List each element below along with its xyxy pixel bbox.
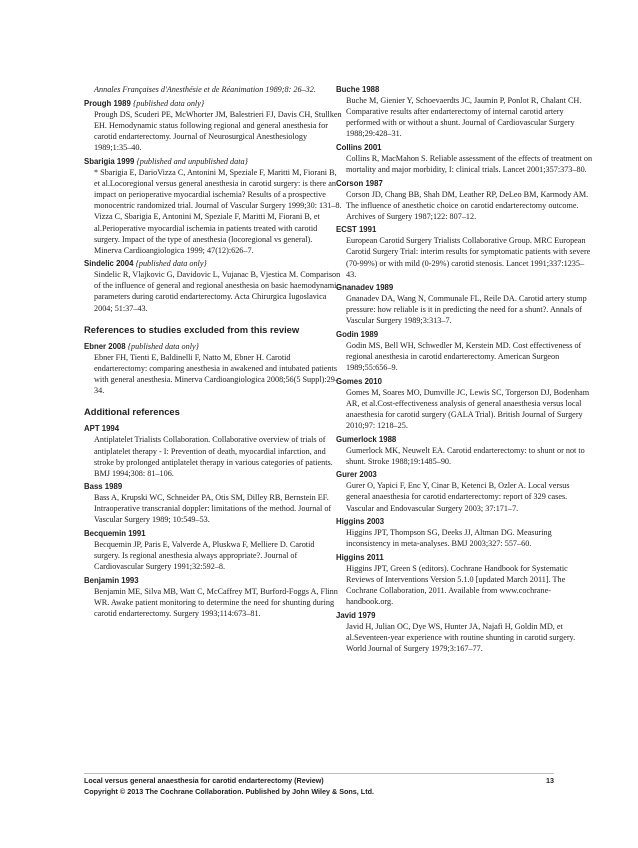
reference-tag: Sbarigia 1999 {published and unpublished data} — [84, 156, 248, 166]
continued-reference: Annales Françaises d'Anesthésie et de Réanimation 1989;8: 26–32. — [94, 85, 316, 94]
section-heading-excluded: References to studies excluded from this review — [84, 323, 300, 335]
reference-entry — [336, 329, 594, 373]
reference-text: Collins R, MacMahon S. Reliable assessment of the effects of treatment on mortality and major morbidity, I: clinical trials. Lancet 2001;357:373–80. — [346, 153, 593, 175]
reference-text: Vizza C, Sbarigia E, Antonini M, Speziale F, Maritti M, Fiorani B, et al.Perioperative myocardial ischemia in patients treated with carotid surgery. Impact of the type of anesthesia (locoregional vs general). Minerva Cardioangiologica 1999; 47(12):626–7. — [94, 212, 320, 255]
reference-tag: Gumerlock 1988 — [336, 434, 397, 444]
reference-entry — [336, 142, 594, 175]
reference-text: Benjamin ME, Silva MB, Watt C, McCaffrey MT, Burford-Foggs A, Flinn WR. Awake patient monitoring to determine the need for shunting during carotid endarterectomy. Surgery 1993;114:673–81. — [94, 586, 338, 618]
reference-tag: Becquemin 1991 — [84, 528, 146, 538]
section-heading-additional: Additional references — [84, 406, 180, 418]
reference-tag: Godin 1989 — [336, 329, 379, 339]
reference-entry — [336, 434, 594, 467]
reference-entry — [336, 178, 594, 222]
reference-tag: Javid 1979 — [336, 610, 376, 620]
reference-text: Buche M, Gienier Y, Schoevaerdts JC, Jaumin P, Ponlot R, Chalant CH. Comparative results after endarterectomy of internal carotid artery performed with or without a shunt. Journal of Cardiovascular Surgery 1988;29:428–31. — [346, 96, 582, 139]
reference-tag: Bass 1989 — [84, 482, 123, 492]
reference-text: Higgins JPT, Thompson SG, Deeks JJ, Altman DG. Measuring inconsistency in meta-analyses. BMJ 2003;327: 557–60. — [346, 528, 552, 549]
reference-text: Higgins JPT, Green S (editors). Cochrane Handbook for Systematic Reviews of Interventions Version 5.1.0 [updated March 2011]. The Cochrane Collaboration, 2011. Available from www.cochrane-handbook.org. — [346, 563, 568, 607]
reference-text: Ebner FH, Tienti E, Baldinelli F, Natto M, Ebner H. Carotid endarterectomy: comparing anesthesia in awakened and intubated patients with general anesthesia. Minerva Cardioangiologica 2008;56(5 Suppl):29–34. — [94, 352, 339, 396]
reference-text: European Carotid Surgery Trialists Collaborative Group. MRC European Carotid Surgery Trial: interim results for symptomatic patients with severe (70-99%) or with mild (0-29%) carotid stenosis. Lancet 1991;337:1235–43. — [346, 236, 591, 279]
reference-tag: APT 1994 — [84, 424, 120, 434]
reference-text: Gomes M, Soares MO, Dumville JC, Lewis SC, Torgerson DJ, Bodenham AR, et al.Cost-effectiveness analysis of general anaesthesia versus local anaesthesia for carotid surgery (GALA Trial). British Journal of Surgery 2010;97: 1218–25. — [346, 387, 590, 431]
reference-entry — [84, 575, 342, 619]
reference-text: Antiplatelet Trialists Collaboration. Collaborative overview of trials of antiplatelet therapy - I: Prevention of death, myocardial infarction, and stroke by prolonged antiplatelet therapy in various categories of patients. BMJ 1994;308: 81–106. — [94, 435, 333, 478]
reference-entry — [336, 469, 594, 513]
reference-tag: Corson 1987 — [336, 178, 383, 188]
reference-entry — [84, 156, 342, 256]
reference-text: Sindelic R, Vlajkovic G, Davidovic L, Vujanac B, Vjestica M. Comparison of the influence of general and regional anesthesia on basic haemodynamic parameters during carotid endarterectomy. Acta Chirurgica Iugoslavica 2004; 51:37–43. — [94, 270, 341, 313]
reference-entry — [84, 423, 342, 478]
reference-entry — [84, 258, 342, 313]
reference-text: Godin MS, Bell WH, Schwedler M, Kerstein MD. Cost effectiveness of regional anesthesia in carotid endarterectomy. American Surgeon 1989;55:656–9. — [346, 341, 582, 373]
reference-entry — [336, 516, 594, 549]
reference-tag: ECST 1991 — [336, 225, 377, 235]
reference-tag: Gnanadev 1989 — [336, 283, 394, 293]
reference-text: Gurer O, Yapici F, Enc Y, Cinar B, Ketenci B, Ozler A. Local versus general anaesthesia for carotid endarterectomy: report of 329 cases. Vascular and Endovascular Surgery 2003; 37:171–7. — [346, 481, 570, 513]
right-column — [336, 84, 594, 656]
reference-tag: Prough 1989 {published data only} — [84, 99, 205, 109]
reference-entry — [84, 528, 342, 572]
reference-text: * Sbarigia E, DarioVizza C, Antonini M, Speziale F, Maritti M, Fiorani B, et al.Locoregional versus general anesthesia in carotid surgery: is there an impact on perioperative myocardial ischemia? Results of a prospective monocentric randomized trial. Journal of Vascular Surgery 1999;30: 131–8. — [94, 168, 342, 211]
reference-tag: Gomes 2010 — [336, 376, 382, 386]
reference-text: Prough DS, Scuderi PE, McWhorter JM, Balestrieri FJ, Davis CH, Stullken EH. Hemodynamic status following regional and general anesthesia for carotid endarterectomy. Journal of Neurosurgical Anesthesiology 1989;1:35–40. — [94, 110, 342, 153]
reference-entry — [336, 84, 594, 139]
reference-tag: Collins 2001 — [336, 142, 382, 152]
reference-tag: Gurer 2003 — [336, 470, 377, 480]
reference-entry — [84, 98, 342, 153]
reference-text: Javid H, Julian OC, Dye WS, Hunter JA, Najafi H, Goldin MD, et al.Seventeen-year experience with routine shunting in carotid surgery. World Journal of Surgery 1979;3:167–77. — [346, 621, 576, 653]
reference-tag: Sindelic 2004 {published data only} — [84, 259, 207, 269]
reference-entry — [84, 341, 342, 396]
reference-tag: Higgins 2011 — [336, 552, 384, 562]
page-footer — [84, 775, 554, 797]
reference-tag: Higgins 2003 — [336, 516, 385, 526]
reference-tag: Ebner 2008 {published data only} — [84, 341, 199, 351]
reference-text: Gnanadev DA, Wang N, Communale FL, Reile DA. Carotid artery stump pressure: how reliable is it in predicting the need for a shunt?. Annals of Vascular Surgery 1989;3:313–7. — [346, 294, 587, 326]
reference-entry — [336, 376, 594, 431]
reference-entry — [336, 224, 594, 279]
reference-text: Becquemin JP, Paris E, Valverde A, Pluskwa F, Melliere D. Carotid surgery. Is regional anesthesia always appropriate?. Journal of Cardiovascular Surgery 1991;32:592–8. — [94, 540, 315, 572]
footer-copyright: Copyright © 2013 The Cochrane Collaboration. Published by John Wiley & Sons, Ltd. — [84, 787, 374, 796]
footer-divider — [84, 773, 554, 774]
reference-entry — [336, 282, 594, 326]
footer-title: Local versus general anaesthesia for carotid endarterectomy (Review) — [84, 776, 324, 785]
reference-entry — [336, 552, 594, 607]
reference-text: Bass A, Krupski WC, Schneider PA, Otis SM, Dilley RB, Bernstein EF. Intraoperative transcranial doppler: limitations of the method. Journal of Vascular Surgery 1989; 10:549–53. — [94, 493, 332, 525]
reference-text: Gumerlock MK, Neuwelt EA. Carotid endarterectomy: to shunt or not to shunt. Stroke 1988;19:1485–90. — [346, 445, 585, 466]
left-column — [84, 84, 342, 621]
reference-tag: Buche 1988 — [336, 85, 380, 94]
page-number: 13 — [546, 776, 554, 785]
reference-entry — [84, 481, 342, 525]
reference-entry — [336, 610, 594, 654]
reference-tag: Benjamin 1993 — [84, 575, 139, 585]
reference-text: Corson JD, Chang BB, Shah DM, Leather RP, DeLeo BM, Karmody AM. The influence of anesthetic choice on carotid endarterectomy outcome. Archives of Surgery 1987;122: 807–12. — [346, 189, 589, 221]
